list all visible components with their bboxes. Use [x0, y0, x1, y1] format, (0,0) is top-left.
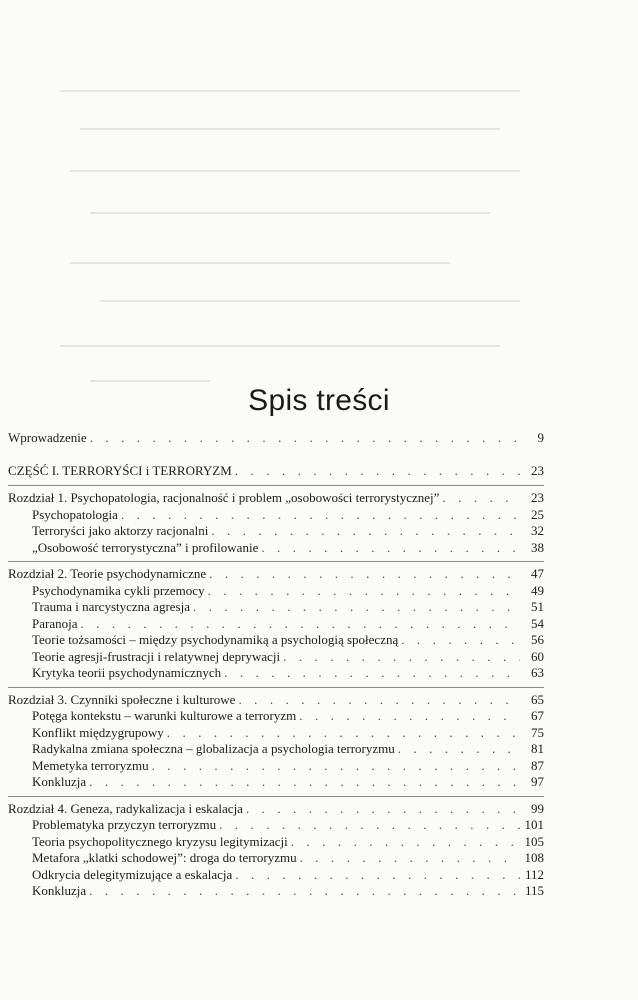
toc-page-number: 105 [524, 833, 544, 849]
chapter-group [8, 561, 544, 682]
toc-entry-section[interactable] [8, 507, 544, 524]
dot-leader [167, 725, 520, 742]
toc-entry-intro[interactable] [8, 430, 544, 447]
table-of-contents [8, 430, 544, 900]
toc-page-number: 56 [531, 632, 544, 647]
toc-entry-section[interactable] [8, 708, 544, 725]
toc-entry-label: Rozdział 4. Geneza, radykalizacja i eskalacja [8, 800, 243, 816]
toc-entry-label: Odkrycia delegitymizujące a eskalacja [32, 866, 233, 882]
toc-entry-section[interactable] [8, 649, 544, 666]
dot-leader [283, 649, 520, 666]
toc-entry-section[interactable] [8, 741, 544, 758]
toc-entry-section[interactable] [8, 867, 544, 884]
page-title: Spis treści [248, 384, 390, 417]
toc-entry-label: CZĘŚĆ I. TERRORYŚCI i TERRORYZM [8, 462, 232, 478]
toc-entry-label: Trauma i narcystyczna agresja [32, 599, 190, 614]
toc-entry-chapter[interactable] [8, 490, 544, 507]
toc-page-number: 54 [531, 615, 544, 631]
toc-entry-label: Psychopatologia [32, 506, 118, 522]
toc-entry-label: Metafora „klatki schodowej”: droga do terroryzmu [32, 850, 297, 865]
toc-page-number: 63 [531, 665, 544, 680]
toc-page-number: 49 [531, 582, 544, 598]
dot-leader [211, 523, 520, 540]
toc-entry-label: Rozdział 1. Psychopatologia, racjonalność i problem „osobowości terrorystycznej” [8, 490, 440, 505]
toc-entry-section[interactable] [8, 599, 544, 616]
dot-leader [209, 566, 520, 583]
dot-leader [246, 801, 520, 818]
toc-page-number: 115 [524, 883, 544, 898]
toc-entry-section[interactable] [8, 758, 544, 775]
dot-leader [235, 463, 520, 480]
toc-entry-label: Paranoja [32, 615, 78, 631]
toc-page-number: 75 [531, 724, 544, 740]
dot-leader [224, 665, 520, 682]
dot-leader [401, 632, 520, 649]
toc-entry-section[interactable] [8, 850, 544, 867]
dot-leader [238, 692, 520, 709]
dot-leader [208, 583, 520, 600]
dot-leader [219, 817, 520, 834]
toc-page-number: 108 [524, 850, 544, 865]
toc-page-number: 47 [531, 566, 544, 581]
toc-entry-section[interactable] [8, 665, 544, 682]
dot-leader [152, 758, 520, 775]
toc-page-number: 81 [531, 741, 544, 756]
toc-entry-label: Radykalna zmiana społeczna – globalizacja a psychologia terroryzmu [32, 741, 395, 756]
toc-page-number: 101 [524, 817, 544, 832]
toc-entry-label: Konkluzja [32, 774, 87, 789]
toc-page-number: 97 [531, 774, 544, 789]
toc-page-number: 25 [531, 506, 544, 522]
dot-leader [80, 616, 520, 633]
chapter-group [8, 687, 544, 791]
toc-entry-section[interactable] [8, 632, 544, 649]
chapter-group [8, 796, 544, 900]
toc-entry-label: Potęga kontekstu – warunki kulturowe a terroryzm [32, 708, 297, 723]
toc-entry-section[interactable] [8, 817, 544, 834]
toc-page-number: 23 [531, 462, 544, 478]
dot-leader [121, 507, 520, 524]
dot-leader [261, 540, 520, 557]
toc-page-number: 23 [531, 490, 544, 505]
toc-entry-label: Teorie agresji-frustracji i relatywnej deprywacji [32, 648, 281, 664]
toc-page-number: 67 [531, 708, 544, 723]
toc-entry-section[interactable] [8, 834, 544, 851]
dot-leader [89, 774, 520, 791]
toc-entry-chapter[interactable] [8, 692, 544, 709]
toc-entry-label: Konflikt międzygrupowy [32, 724, 164, 740]
toc-entry-label: Terroryści jako aktorzy racjonalni [32, 523, 209, 538]
toc-entry-label: „Osobowość terrorystyczna” i profilowanie [32, 539, 259, 555]
toc-entry-section[interactable] [8, 540, 544, 557]
dot-leader [299, 708, 520, 725]
toc-entry-label: Memetyka terroryzmu [32, 757, 149, 773]
toc-entry-section[interactable] [8, 523, 544, 540]
dot-leader [90, 430, 520, 447]
toc-entry-label: Wprowadzenie [8, 430, 87, 445]
dot-leader [398, 741, 520, 758]
toc-entry-chapter[interactable] [8, 801, 544, 818]
toc-page-number: 87 [531, 757, 544, 773]
dot-leader [89, 883, 520, 900]
toc-entry-label: Problematyka przyczyn terroryzmu [32, 817, 217, 832]
toc-page-number: 9 [537, 430, 544, 445]
toc-entry-section[interactable] [8, 774, 544, 791]
dot-leader [442, 490, 520, 507]
toc-entry-label: Rozdział 3. Czynniki społeczne i kulturowe [8, 691, 236, 707]
toc-entry-section[interactable] [8, 616, 544, 633]
toc-entry-section[interactable] [8, 883, 544, 900]
show-through-background [0, 0, 638, 420]
toc-entry-label: Teoria psychopolitycznego kryzysu legitymizacji [32, 833, 288, 849]
toc-page-number: 65 [531, 691, 544, 707]
toc-entry-section[interactable] [8, 725, 544, 742]
toc-page-number: 60 [531, 648, 544, 664]
toc-entry-label: Rozdział 2. Teorie psychodynamiczne [8, 566, 207, 581]
toc-entry-label: Teorie tożsamości – między psychodynamiką a psychologią społeczną [32, 632, 399, 647]
toc-entry-section[interactable] [8, 583, 544, 600]
toc-entry-part[interactable] [8, 463, 544, 480]
toc-page-number: 51 [531, 599, 544, 614]
toc-entry-label: Psychodynamika cykli przemocy [32, 582, 205, 598]
toc-page-number: 32 [531, 523, 544, 538]
dot-leader [193, 599, 520, 616]
dot-leader [291, 834, 520, 851]
toc-page-number: 38 [531, 539, 544, 555]
chapter-group [8, 490, 544, 556]
toc-page-number: 112 [524, 866, 544, 882]
dot-leader [300, 850, 520, 867]
toc-entry-chapter[interactable] [8, 566, 544, 583]
toc-entry-label: Konkluzja [32, 883, 87, 898]
toc-page-number: 99 [531, 800, 544, 816]
toc-entry-label: Krytyka teorii psychodynamicznych [32, 665, 222, 680]
dot-leader [235, 867, 520, 884]
